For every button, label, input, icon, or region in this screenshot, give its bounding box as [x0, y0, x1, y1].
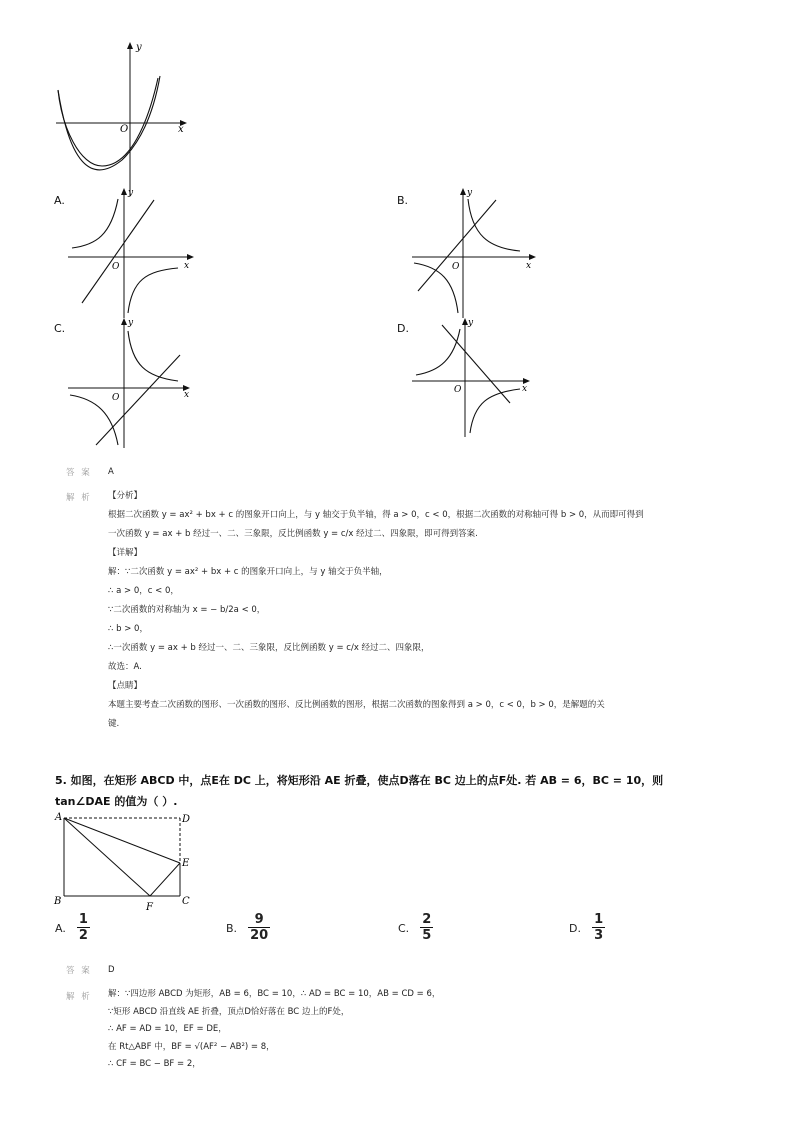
point-a-label: A	[55, 812, 63, 823]
analysis-line: 本题主要考查二次函数的图形、一次函数的图形、反比例函数的图形，根据二次函数的图象得到 a > 0，c < 0，b > 0，是解题的关	[108, 700, 605, 710]
analysis-line: 解：∵二次函数 y = ax² + bx + c 的图象开口向上，与 y 轴交于负半轴，	[108, 567, 388, 577]
analysis-line: ∴ a > 0，c < 0，	[108, 586, 179, 596]
analysis-line: 一次函数 y = ax + b 经过一、二、三象限，反比例函数 y = c/x 经过二、四象限，即可得到答案.	[108, 529, 478, 539]
denominator: 2	[78, 928, 88, 943]
analysis-line: ∵二次函数的对称轴为 x = − b/2a < 0，	[108, 605, 266, 615]
numerator: 1	[78, 912, 88, 927]
option-fraction	[248, 912, 270, 943]
analysis-line: 【分析】	[108, 491, 143, 501]
svg-text:x: x	[526, 261, 532, 271]
q5-option-d	[569, 912, 605, 943]
analysis-q5	[108, 988, 738, 1076]
svg-text:x: x	[184, 261, 190, 271]
analysis-label: 解 析	[66, 992, 92, 1002]
svg-text:O: O	[112, 393, 120, 403]
svg-text:x: x	[522, 384, 528, 394]
analysis-line: 键.	[108, 719, 120, 729]
question-5-line1: 5. 如图，在矩形 ABCD 中，点E在 DC 上，将矩形沿 AE 折叠，使点D落在 BC 边上的点F处. 若 AB = 6，BC = 10，则	[55, 774, 664, 787]
analysis-line: 根据二次函数 y = ax² + bx + c 的图象开口向上，与 y 轴交于负半轴，得 a > 0，c < 0，根据二次函数的对称轴可得 b > 0，从而即可得到	[108, 510, 644, 520]
option-fraction	[77, 912, 90, 943]
option-d-letter: D.	[397, 322, 409, 335]
option-fraction	[420, 912, 433, 943]
parabola-graph	[50, 38, 200, 198]
analysis-q4	[108, 490, 738, 737]
option-letter: C.	[398, 922, 410, 935]
option-a-letter: A.	[54, 194, 65, 207]
option-b-graph	[410, 185, 540, 320]
denominator: 20	[250, 928, 269, 943]
q5-option-b	[226, 912, 270, 943]
q5-option-c	[398, 912, 433, 943]
point-b-label: B	[54, 896, 62, 907]
point-c-label: C	[182, 896, 190, 907]
point-f-label: F	[146, 902, 153, 912]
svg-text:y: y	[468, 318, 474, 328]
analysis-line: ∴一次函数 y = ax + b 经过一、二、三象限，反比例函数 y = c/x 经过二、四象限，	[108, 643, 430, 653]
answer-value: A	[108, 467, 114, 477]
svg-text:O: O	[112, 262, 120, 272]
analysis-line: ∴ b > 0，	[108, 624, 148, 634]
option-letter: A.	[55, 922, 66, 935]
numerator: 1	[594, 912, 604, 927]
analysis-line: ∴ AF = AD = 10，EF = DE，	[108, 1024, 227, 1034]
option-a-graph	[66, 185, 196, 320]
x-axis-label: x	[178, 124, 184, 135]
answer-label: 答 案	[66, 468, 92, 478]
answer-value: D	[108, 965, 115, 975]
y-axis-label: y	[136, 42, 142, 53]
analysis-line: 故选：A.	[108, 662, 142, 672]
origin-label: O	[120, 124, 129, 135]
denominator: 5	[422, 928, 432, 943]
svg-text:x: x	[184, 390, 190, 400]
option-fraction	[592, 912, 605, 943]
svg-text:O: O	[452, 262, 460, 272]
option-b-letter: B.	[397, 194, 409, 207]
point-e-label: E	[182, 858, 190, 869]
svg-text:y: y	[467, 188, 473, 198]
analysis-line: 【点睛】	[108, 681, 143, 691]
analysis-line: 在 Rt△ABF 中，BF = √(AF² − AB²) = 8，	[108, 1041, 275, 1052]
numerator: 9	[248, 912, 270, 928]
option-letter: D.	[569, 922, 581, 935]
analysis-line: ∴ CF = BC − BF = 2，	[108, 1059, 201, 1069]
rectangle-figure	[50, 808, 200, 912]
analysis-line: 【详解】	[108, 548, 143, 558]
analysis-label: 解 析	[66, 493, 92, 503]
option-c-letter: C.	[54, 322, 66, 335]
option-c-graph	[66, 315, 196, 450]
analysis-line: ∵矩形 ABCD 沿直线 AE 折叠，顶点D恰好落在 BC 边上的F处，	[108, 1006, 350, 1017]
answer-label: 答 案	[66, 966, 92, 976]
svg-text:O: O	[454, 385, 462, 395]
svg-text:y: y	[128, 188, 134, 198]
question-5-line2: tan∠DAE 的值为（ ）.	[55, 795, 178, 808]
analysis-line: 解：∵四边形 ABCD 为矩形，AB = 6，BC = 10，∴ AD = BC = 10，AB = CD = 6，	[108, 989, 441, 999]
point-d-label: D	[182, 814, 191, 825]
denominator: 3	[594, 928, 604, 943]
option-letter: B.	[226, 922, 238, 935]
svg-text:y: y	[128, 318, 134, 328]
numerator: 2	[422, 912, 432, 927]
option-d-graph	[410, 315, 540, 440]
q5-option-a	[55, 912, 90, 943]
